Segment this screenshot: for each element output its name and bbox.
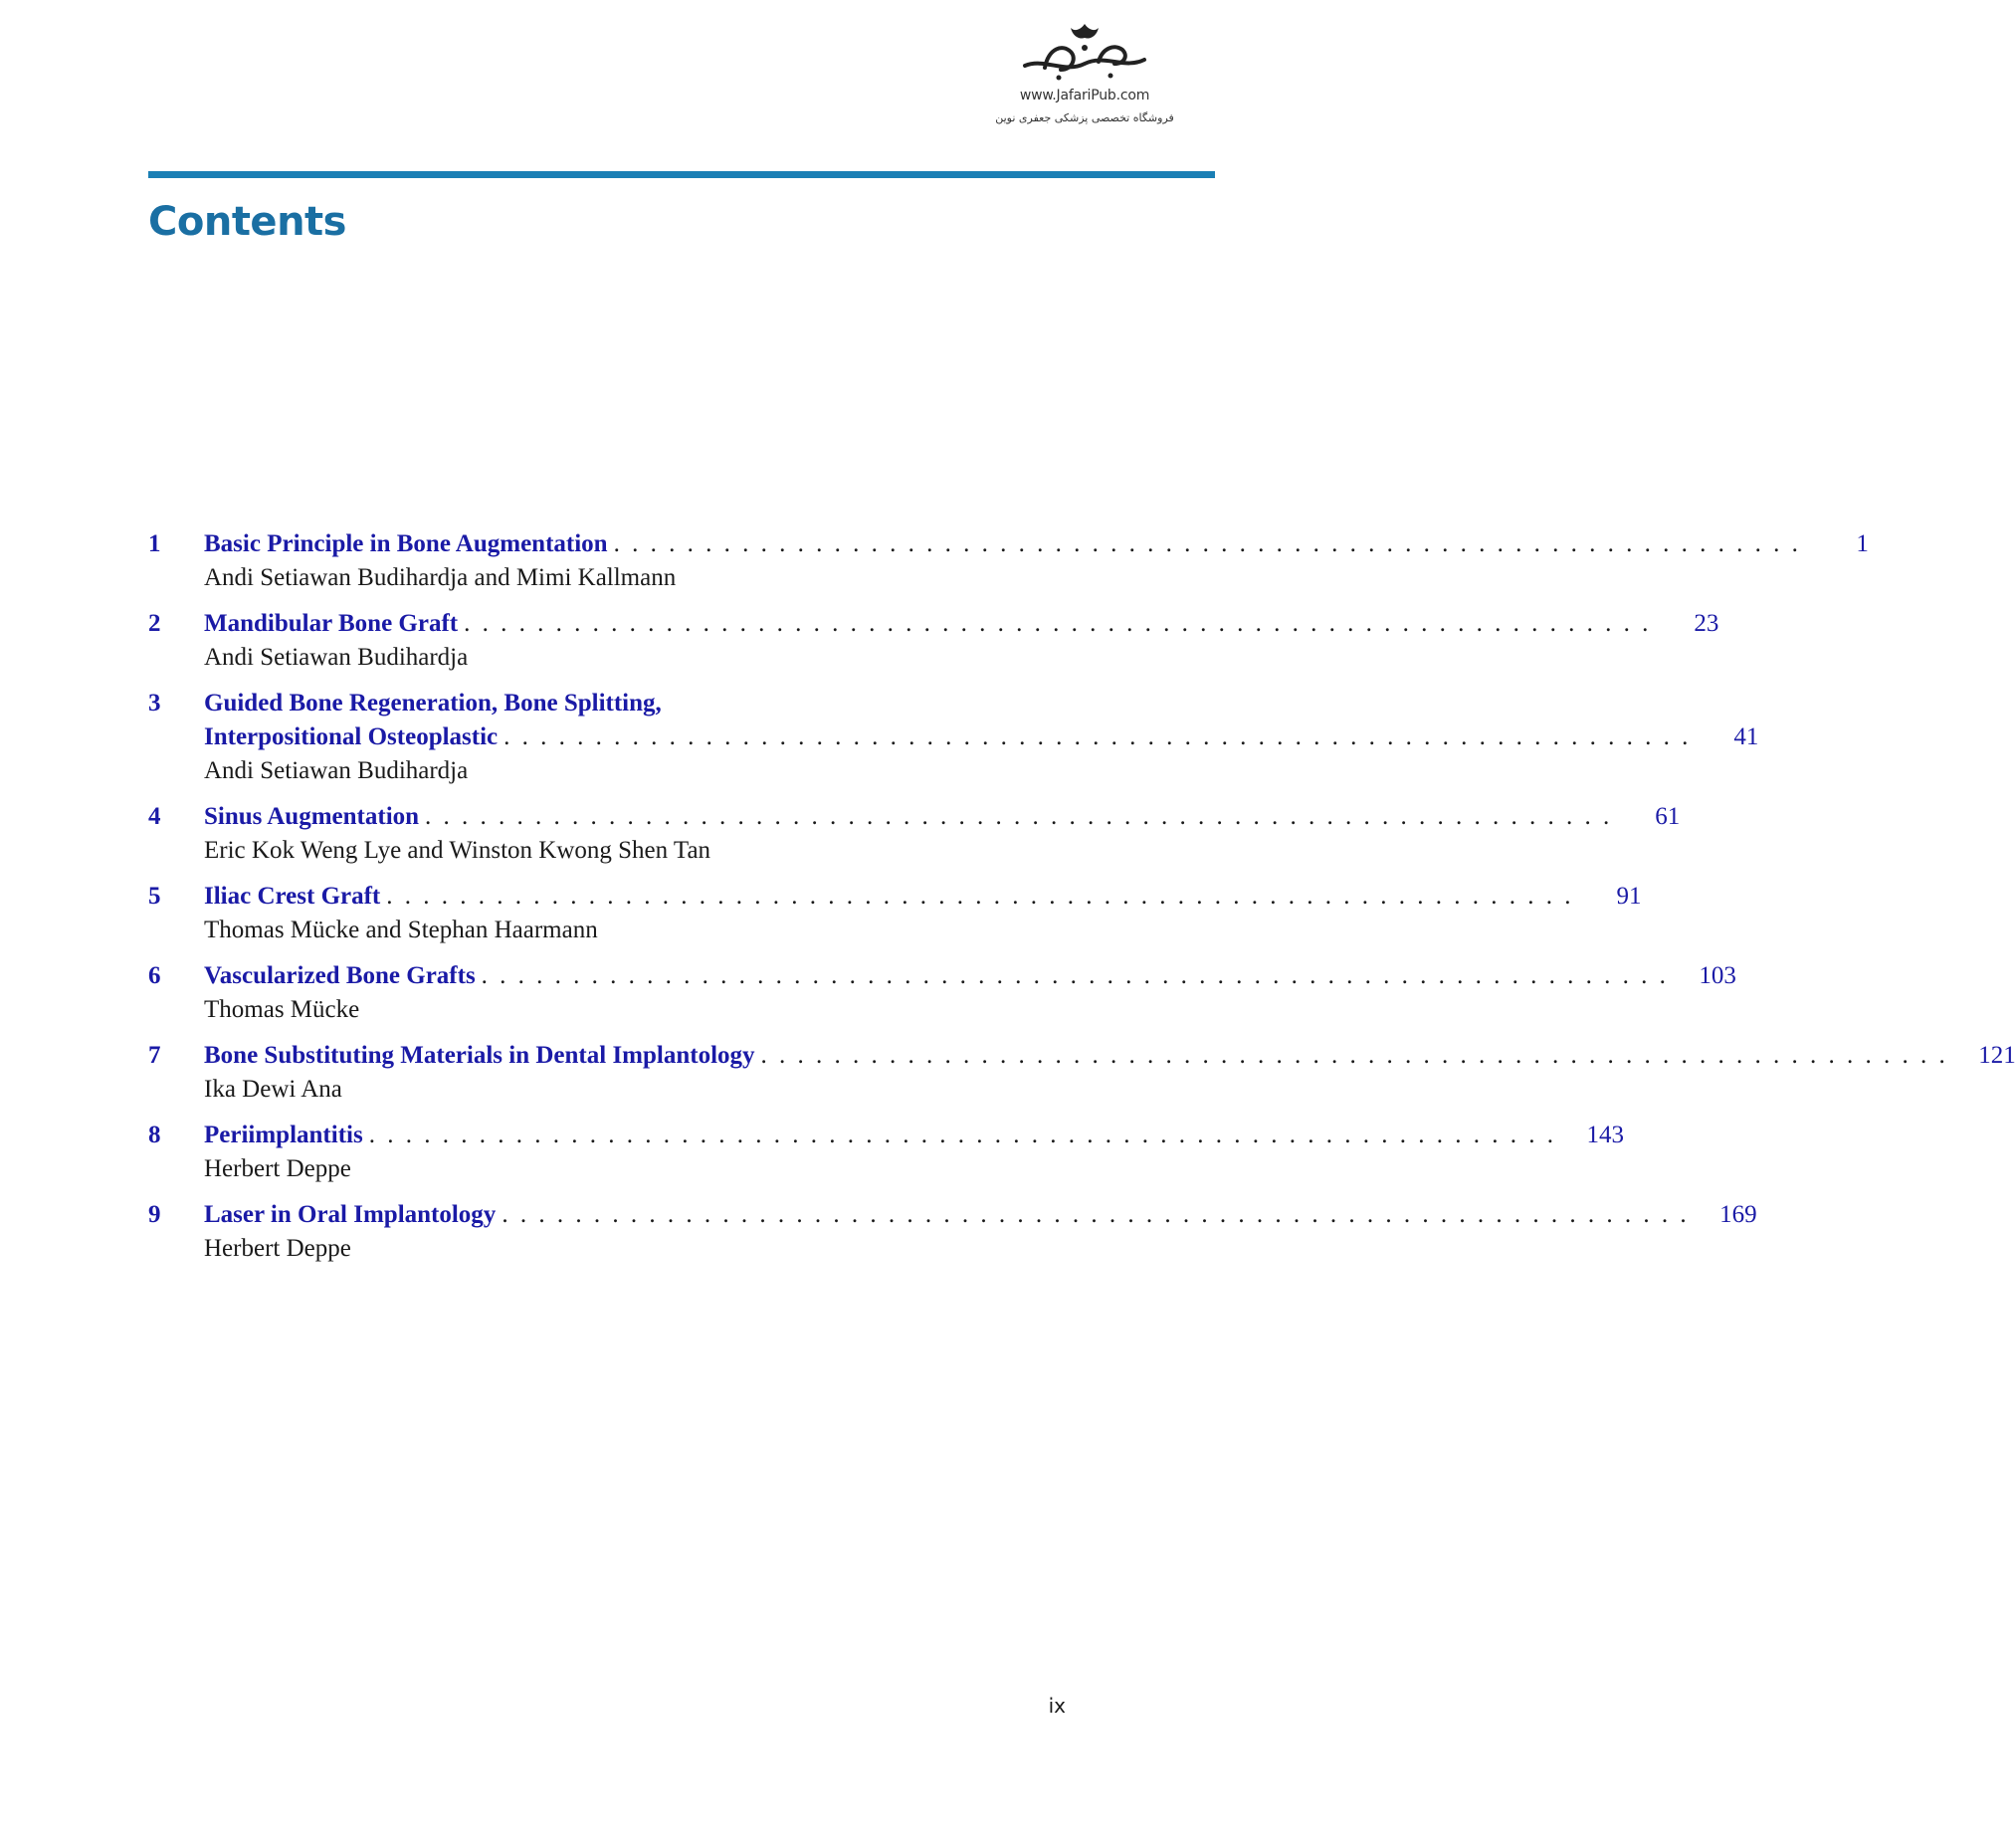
toc-entry[interactable] [148, 800, 1681, 868]
logo-url-text: www.JafariPub.com [1019, 88, 1150, 103]
page-number-link[interactable]: 143 [1586, 1122, 1624, 1148]
page-number-link[interactable]: 1 [1856, 530, 1869, 557]
toc-entry[interactable] [148, 959, 1736, 1027]
toc-entry[interactable] [148, 607, 1719, 675]
page-number-link[interactable]: 61 [1655, 803, 1681, 830]
chapter-authors: Andi Setiawan Budihardja [204, 757, 469, 784]
page-title: Contents [148, 199, 346, 245]
toc-entry[interactable] [148, 1198, 1757, 1266]
page-folio: ix [1048, 1694, 1066, 1718]
leader-dots: . . . . . . . . . . . . . . . . . . . . . . . . . . . . . . . . . . . . . . . . . . . . . . . . . . . . . . . . . . . . . . . . . [504, 723, 1692, 750]
chapter-title-link[interactable]: Laser in Oral Implantology [204, 1201, 497, 1228]
chapter-number: 1 [148, 530, 161, 557]
toc-entry[interactable] [148, 1039, 2016, 1107]
page-number-link[interactable]: 23 [1694, 610, 1719, 637]
chapter-title-link[interactable]: Iliac Crest Graft [204, 883, 381, 910]
chapter-number: 9 [148, 1201, 161, 1228]
chapter-authors: Andi Setiawan Budihardja [204, 644, 469, 671]
calligraphy-logo-icon [1015, 18, 1154, 86]
logo-tagline: فروشگاه تخصصی پزشکی جعفری نوین [995, 111, 1174, 124]
toc-entry[interactable] [148, 880, 1642, 947]
chapter-authors: Eric Kok Weng Lye and Winston Kwong Shen Tan [204, 837, 711, 864]
page-number-link[interactable]: 169 [1719, 1201, 1757, 1228]
page-number-link[interactable]: 103 [1699, 962, 1736, 989]
chapter-authors: Herbert Deppe [204, 1235, 351, 1262]
leader-dots: . . . . . . . . . . . . . . . . . . . . . . . . . . . . . . . . . . . . . . . . . . . . . . . . . . . . . . . . . . . . . . . . . [481, 962, 1669, 989]
chapter-authors: Thomas Mücke and Stephan Haarmann [204, 917, 598, 943]
chapter-number: 2 [148, 610, 161, 637]
chapter-title-link[interactable]: Periimplantitis [204, 1122, 363, 1148]
chapter-authors: Ika Dewi Ana [204, 1076, 342, 1103]
table-of-contents [148, 527, 2016, 1278]
leader-dots: . . . . . . . . . . . . . . . . . . . . . . . . . . . . . . . . . . . . . . . . . . . . . . . . . . . . . . . . . . . . . . . . . [368, 1122, 1556, 1148]
chapter-number: 7 [148, 1042, 161, 1069]
chapter-number: 5 [148, 883, 161, 910]
publisher-logo[interactable] [985, 18, 1184, 137]
chapter-authors: Andi Setiawan Budihardja and Mimi Kallmann [204, 564, 677, 591]
chapter-title-link[interactable]: Guided Bone Regeneration, Bone Splitting, [204, 690, 662, 716]
chapter-number: 6 [148, 962, 161, 989]
chapter-title-link[interactable]: Basic Principle in Bone Augmentation [204, 530, 608, 557]
leader-dots: . . . . . . . . . . . . . . . . . . . . . . . . . . . . . . . . . . . . . . . . . . . . . . . . . . . . . . . . . . . . . . . . . [464, 610, 1652, 637]
toc-entry[interactable] [148, 1119, 1624, 1186]
toc-entry[interactable] [148, 527, 1869, 595]
chapter-number: 3 [148, 690, 161, 716]
page-number-link[interactable]: 121 [1978, 1042, 2016, 1069]
leader-dots: . . . . . . . . . . . . . . . . . . . . . . . . . . . . . . . . . . . . . . . . . . . . . . . . . . . . . . . . . . . . . . . . . [425, 803, 1613, 830]
leader-dots: . . . . . . . . . . . . . . . . . . . . . . . . . . . . . . . . . . . . . . . . . . . . . . . . . . . . . . . . . . . . . . . . . [613, 530, 1801, 557]
page-number-link[interactable]: 41 [1733, 723, 1759, 750]
leader-dots: . . . . . . . . . . . . . . . . . . . . . . . . . . . . . . . . . . . . . . . . . . . . . . . . . . . . . . . . . . . . . . . . . [502, 1201, 1690, 1228]
leader-dots: . . . . . . . . . . . . . . . . . . . . . . . . . . . . . . . . . . . . . . . . . . . . . . . . . . . . . . . . . . . . . . . . . [386, 883, 1574, 910]
leader-dots: . . . . . . . . . . . . . . . . . . . . . . . . . . . . . . . . . . . . . . . . . . . . . . . . . . . . . . . . . . . . . . . . . [760, 1042, 1948, 1069]
chapter-authors: Herbert Deppe [204, 1155, 351, 1182]
chapter-authors: Thomas Mücke [204, 996, 360, 1023]
chapter-title-link[interactable]: Mandibular Bone Graft [204, 610, 459, 637]
chapter-title-link[interactable]: Bone Substituting Materials in Dental Implantology [204, 1042, 755, 1069]
chapter-number: 4 [148, 803, 161, 830]
header-rule [148, 171, 1215, 178]
chapter-title-link[interactable]: Sinus Augmentation [204, 803, 420, 830]
chapter-title-link[interactable]: Vascularized Bone Grafts [204, 962, 476, 989]
chapter-number: 8 [148, 1122, 161, 1148]
toc-entry[interactable] [148, 687, 1759, 788]
page-number-link[interactable]: 91 [1616, 883, 1642, 910]
chapter-title-link-continued[interactable]: Interpositional Osteoplastic [204, 723, 499, 750]
